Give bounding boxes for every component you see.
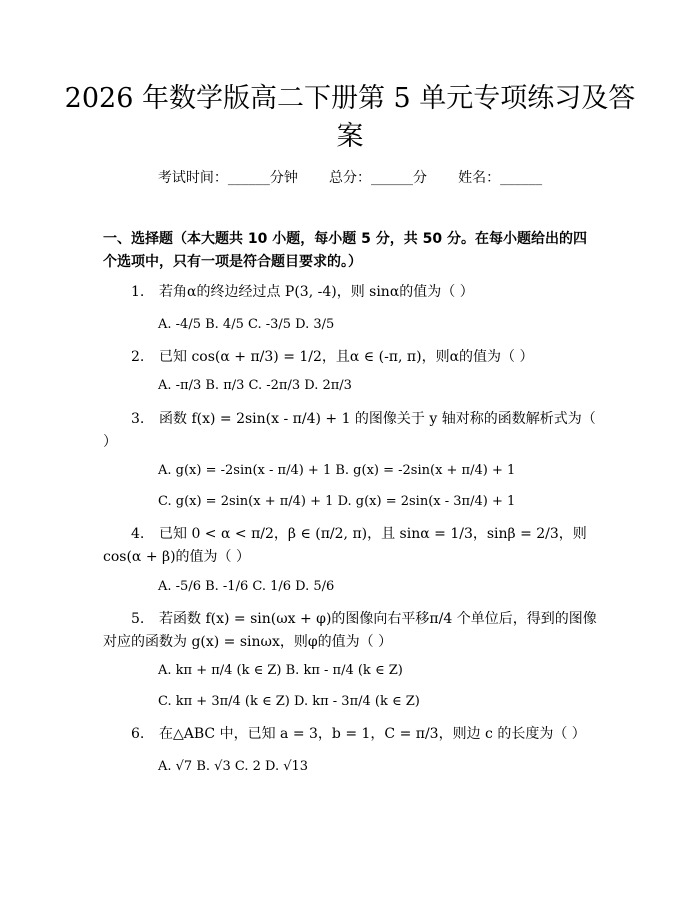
question-number: 3. <box>131 411 145 427</box>
question-1-options: A. -4/5 B. 4/5 C. -3/5 D. 3/5 <box>158 317 335 332</box>
exam-info-line <box>0 167 700 187</box>
total-score-field: 总分：______分 <box>329 170 427 186</box>
question-number: 5. <box>131 611 145 627</box>
question-4-options: A. -5/6 B. -1/6 C. 1/6 D. 5/6 <box>158 579 335 594</box>
student-name-field: 姓名：______ <box>458 170 543 186</box>
question-5-options-ab: A. kπ + π/4 (k ∈ Z) B. kπ - π/4 (k ∈ Z) <box>158 663 403 678</box>
question-4 <box>103 523 600 569</box>
question-number: 2. <box>131 349 145 365</box>
question-text: 若函数 f(x) = sin(ωx + φ)的图像向右平移π/4 个单位后，得到的图像对应的函数为 g(x) = sinωx，则φ的值为（ ） <box>103 611 597 650</box>
question-text: 已知 0 < α < π/2，β ∈ (π/2, π)，且 sinα = 1/3，sinβ = 2/3，则 cos(α + β)的值为（ ） <box>103 526 587 565</box>
question-number: 4. <box>131 526 145 542</box>
question-3 <box>103 408 600 454</box>
question-3-options-cd: C. g(x) = 2sin(x + π/4) + 1 D. g(x) = 2sin(x - 3π/4) + 1 <box>158 494 516 509</box>
question-text: 若角α的终边经过点 P(3, -4)，则 sinα的值为（ ） <box>159 284 474 300</box>
exam-time-field: 考试时间：______分钟 <box>157 170 298 186</box>
question-number: 6. <box>131 726 145 742</box>
question-1 <box>103 281 600 304</box>
question-2 <box>103 346 600 369</box>
question-number: 1. <box>131 284 145 300</box>
question-text: 函数 f(x) = 2sin(x - π/4) + 1 的图像关于 y 轴对称的函数解析式为（ ） <box>103 411 596 450</box>
document-title: 2026 年数学版高二下册第 5 单元专项练习及答案 <box>64 83 636 152</box>
question-5-options-cd: C. kπ + 3π/4 (k ∈ Z) D. kπ - 3π/4 (k ∈ Z) <box>158 694 420 709</box>
question-6-options: A. √7 B. √3 C. 2 D. √13 <box>158 759 309 774</box>
section-heading: 一、选择题（本大题共 10 小题，每小题 5 分，共 50 分。在每小题给出的四个选项中，只有一项是符合题目要求的。） <box>103 231 587 270</box>
question-6 <box>103 723 600 746</box>
question-5 <box>103 608 600 654</box>
question-text: 已知 cos(α + π/3) = 1/2，且α ∈ (-π, π)，则α的值为（ ） <box>159 349 534 365</box>
question-text: 在△ABC 中，已知 a = 3，b = 1，C = π/3，则边 c 的长度为（ ） <box>159 726 586 742</box>
question-3-options-ab: A. g(x) = -2sin(x - π/4) + 1 B. g(x) = -2sin(x + π/4) + 1 <box>158 463 516 478</box>
question-2-options: A. -π/3 B. π/3 C. -2π/3 D. 2π/3 <box>158 378 352 393</box>
